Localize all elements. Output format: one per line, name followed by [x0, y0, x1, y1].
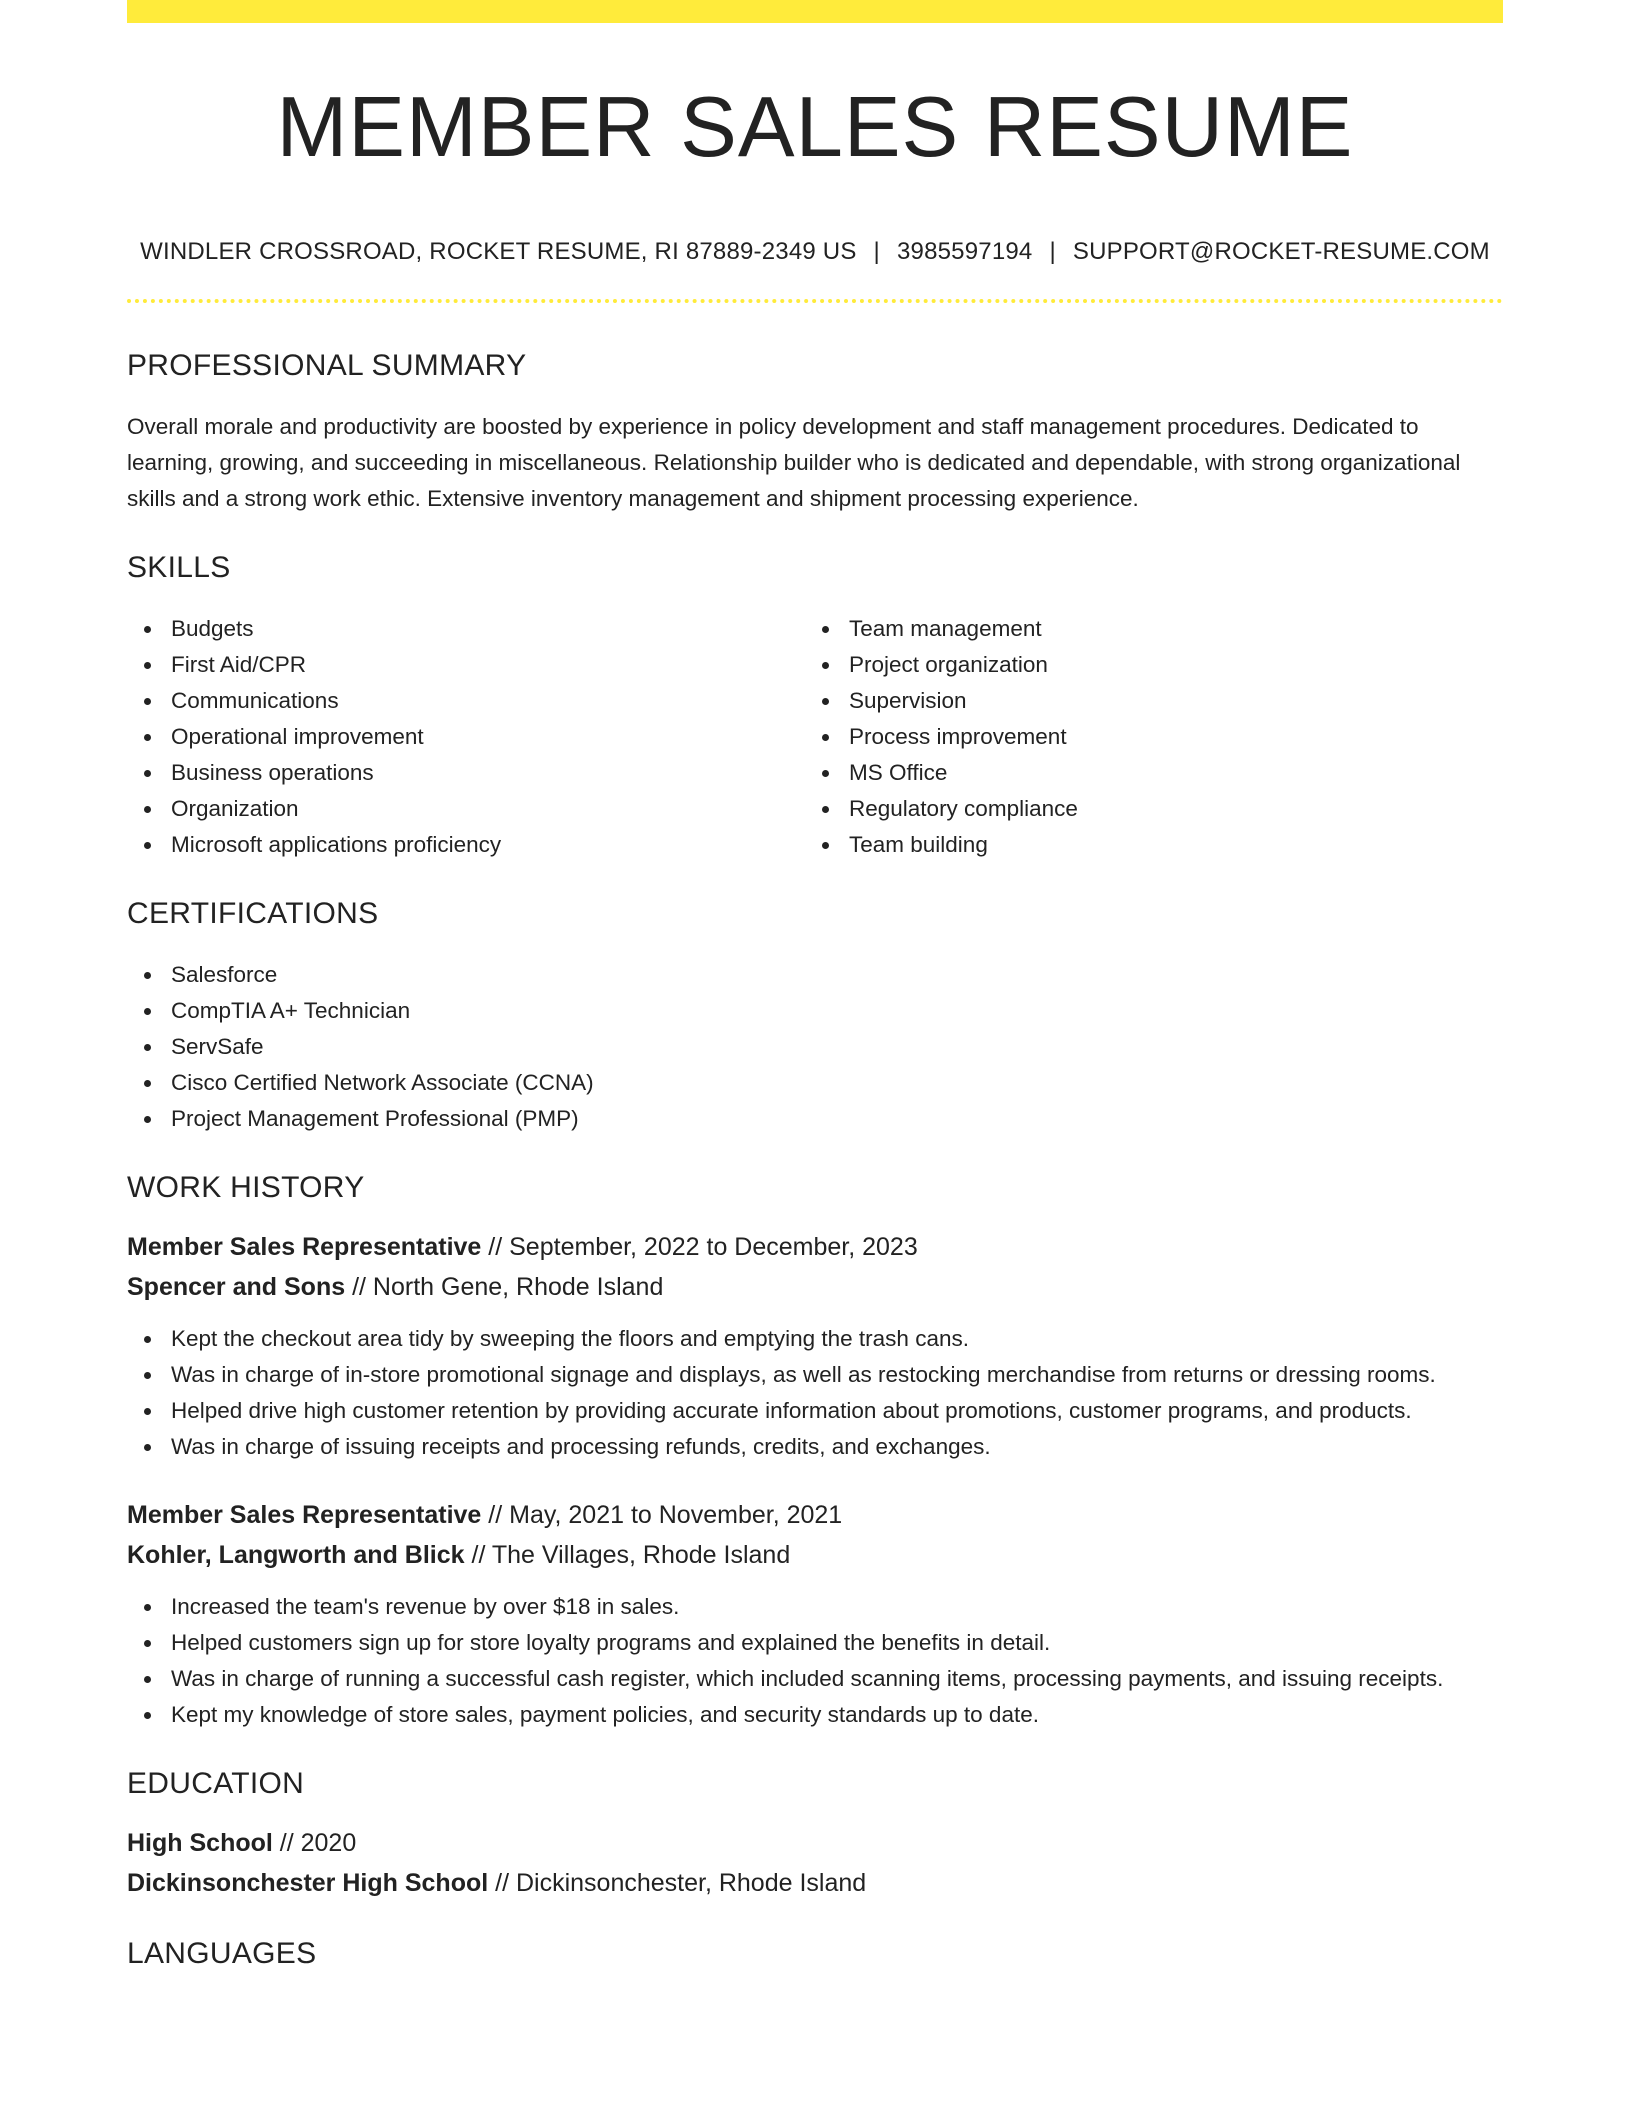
- education-section: [127, 1767, 1503, 1903]
- skills-list-left: [127, 611, 805, 863]
- contact-address: WINDLER CROSSROAD, ROCKET RESUME, RI 87889-2349 US: [140, 238, 857, 266]
- job-bullet: Kept the checkout area tidy by sweeping the floors and emptying the trash cans.: [127, 1321, 1503, 1357]
- certifications-list: [127, 957, 1503, 1137]
- job-bullet: Was in charge of issuing receipts and processing refunds, credits, and exchanges.: [127, 1429, 1503, 1465]
- work-history-section: [127, 1171, 1503, 1733]
- summary-heading: PROFESSIONAL SUMMARY: [127, 349, 527, 383]
- job-bullet: Helped customers sign up for store loyalty programs and explained the benefits in detail.: [127, 1625, 1503, 1661]
- skill-item: Communications: [127, 683, 805, 719]
- job-bullet: Increased the team's revenue by over $18 in sales.: [127, 1589, 1503, 1625]
- certification-item: ServSafe: [127, 1029, 1503, 1065]
- contact-separator: |: [1049, 238, 1056, 266]
- resume-content: [127, 23, 1503, 1971]
- skills-section: [127, 551, 1503, 863]
- contact-line: [127, 238, 1503, 266]
- certifications-section: [127, 897, 1503, 1137]
- contact-separator: |: [873, 238, 880, 266]
- certification-item: CompTIA A+ Technician: [127, 993, 1503, 1029]
- skill-item: Supervision: [805, 683, 1483, 719]
- skill-item: Organization: [127, 791, 805, 827]
- education-heading: EDUCATION: [127, 1767, 305, 1801]
- job-location: // The Villages, Rhode Island: [471, 1541, 791, 1570]
- contact-email: SUPPORT@ROCKET-RESUME.COM: [1072, 238, 1490, 266]
- education-degree-line: [127, 1823, 1503, 1863]
- job-company: Spencer and Sons: [127, 1273, 346, 1302]
- certification-item: Cisco Certified Network Associate (CCNA): [127, 1065, 1503, 1101]
- education-degree: High School: [127, 1829, 273, 1858]
- job-bullet: Kept my knowledge of store sales, payment policies, and security standards up to date.: [127, 1697, 1503, 1733]
- work-history-heading: WORK HISTORY: [127, 1171, 365, 1205]
- skills-heading: SKILLS: [127, 551, 231, 585]
- job-dates: // May, 2021 to November, 2021: [488, 1501, 843, 1530]
- languages-heading: LANGUAGES: [127, 1937, 317, 1971]
- skill-item: Operational improvement: [127, 719, 805, 755]
- summary-section: [127, 349, 1503, 517]
- skills-columns: [127, 611, 1503, 863]
- job-bullet: Was in charge of in-store promotional signage and displays, as well as restocking merchandise from returns or dressing rooms.: [127, 1357, 1503, 1393]
- top-accent-bar: [127, 0, 1503, 23]
- summary-text: Overall morale and productivity are boosted by experience in policy development and staff management procedures. Dedicated to learning, growing, and succeeding in miscellaneous. Relationship builder who is dedicated and dependable, with strong organizational skills and a strong work ethic. Extensive inventory management and shipment processing experience.: [127, 414, 1461, 512]
- job-company-line: [127, 1535, 1503, 1575]
- education-school-line: [127, 1863, 1503, 1903]
- education-location: // Dickinsonchester, Rhode Island: [495, 1869, 867, 1898]
- certification-item: Project Management Professional (PMP): [127, 1101, 1503, 1137]
- job-bullets: [127, 1589, 1503, 1733]
- dotted-divider: [127, 299, 1503, 303]
- skill-item: MS Office: [805, 755, 1483, 791]
- education-school: Dickinsonchester High School: [127, 1869, 489, 1898]
- job-company-line: [127, 1267, 1503, 1307]
- job-bullets: [127, 1321, 1503, 1465]
- certifications-heading: CERTIFICATIONS: [127, 897, 379, 931]
- contact-phone: 3985597194: [896, 238, 1033, 266]
- job-dates: // September, 2022 to December, 2023: [488, 1233, 918, 1262]
- skill-item: Regulatory compliance: [805, 791, 1483, 827]
- skill-item: Process improvement: [805, 719, 1483, 755]
- certification-item: Salesforce: [127, 957, 1503, 993]
- skills-list-right: [805, 611, 1483, 863]
- skill-item: Team building: [805, 827, 1483, 863]
- education-entry: [127, 1823, 1503, 1903]
- skill-item: Business operations: [127, 755, 805, 791]
- skill-item: Budgets: [127, 611, 805, 647]
- job-title: Member Sales Representative: [127, 1501, 482, 1530]
- job-company: Kohler, Langworth and Blick: [127, 1541, 465, 1570]
- job-title-line: [127, 1495, 1503, 1535]
- education-year: // 2020: [279, 1829, 357, 1858]
- job-location: // North Gene, Rhode Island: [352, 1273, 664, 1302]
- page-title: MEMBER SALES RESUME: [276, 80, 1354, 175]
- skill-item: Microsoft applications proficiency: [127, 827, 805, 863]
- job-title: Member Sales Representative: [127, 1233, 482, 1262]
- job-bullet: Helped drive high customer retention by providing accurate information about promotions, customer programs, and products.: [127, 1393, 1503, 1429]
- job-entry: [127, 1227, 1503, 1465]
- job-bullet: Was in charge of running a successful cash register, which included scanning items, processing payments, and issuing receipts.: [127, 1661, 1503, 1697]
- skill-item: Team management: [805, 611, 1483, 647]
- job-entry: [127, 1495, 1503, 1733]
- job-title-line: [127, 1227, 1503, 1267]
- languages-section: [127, 1937, 1503, 1971]
- skill-item: First Aid/CPR: [127, 647, 805, 683]
- skill-item: Project organization: [805, 647, 1483, 683]
